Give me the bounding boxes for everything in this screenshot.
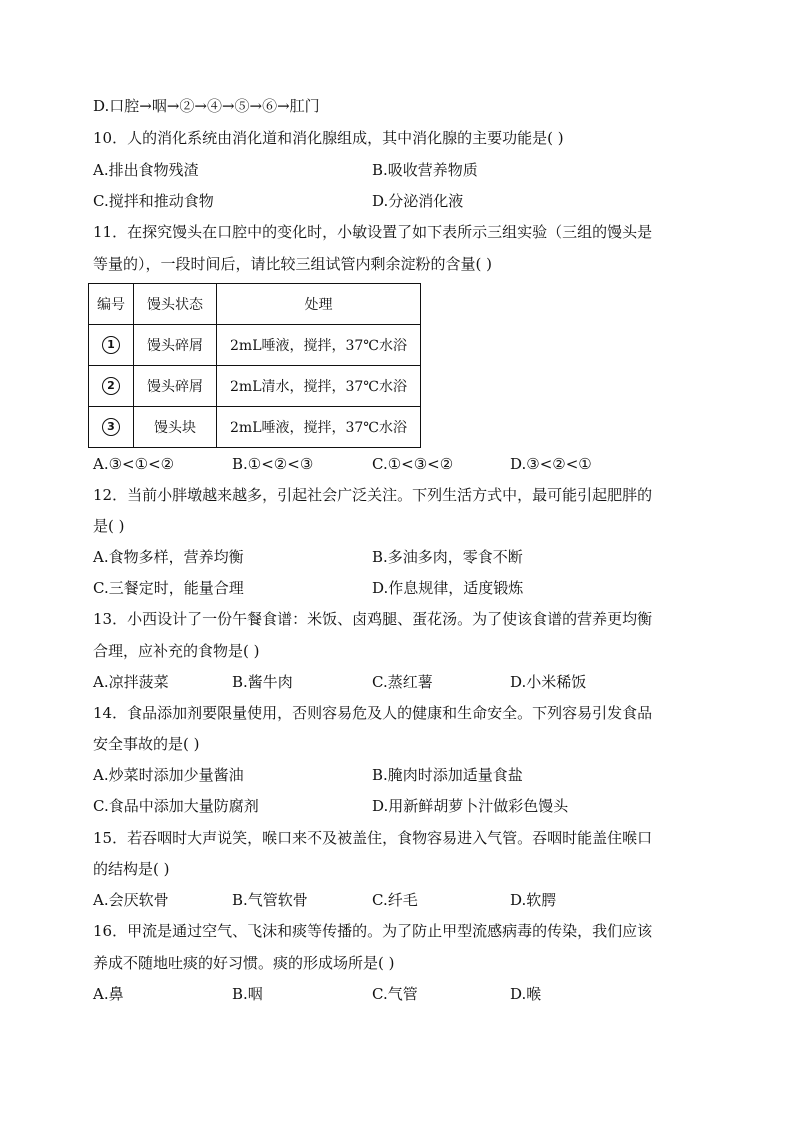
table-row (89, 325, 421, 366)
q13-option-c: C.蒸红薯 (372, 673, 433, 691)
q15-option-b: B.气管软骨 (232, 891, 308, 909)
table-header-cell: 处理 (217, 284, 421, 325)
q13-stem-line1: 13．小西设计了一份午餐食谱：米饭、卤鸡腿、蛋花汤。为了使该食谱的营养更均衡 (93, 610, 653, 628)
q11-option-b: B.①<②<③ (232, 455, 314, 473)
table-cell-state: 馒头块 (134, 407, 217, 448)
q15-option-d: D.软腭 (510, 891, 557, 909)
q14-option-b: B.腌肉时添加适量食盐 (372, 766, 523, 784)
q12-option-d: D.作息规律，适度锻炼 (372, 579, 524, 597)
q13-option-d: D.小米稀饭 (510, 673, 587, 691)
table-header-cell: 馒头状态 (134, 284, 217, 325)
q15-stem-line1: 15．若吞咽时大声说笑，喉口来不及被盖住，食物容易进入气管。吞咽时能盖住喉口 (93, 829, 653, 847)
q9-option-d: D.口腔→咽→②→④→⑤→⑥→肛门 (93, 97, 320, 115)
table-cell-id (89, 366, 134, 407)
q10-stem: 10．人的消化系统由消化道和消化腺组成，其中消化腺的主要功能是( ) (93, 129, 564, 147)
circled-number: 3 (102, 418, 120, 436)
table-cell-id (89, 325, 134, 366)
q13-option-a: A.凉拌菠菜 (93, 673, 169, 691)
q12-option-a: A.食物多样，营养均衡 (93, 548, 244, 566)
q12-stem-line1: 12．当前小胖墩越来越多，引起社会广泛关注。下列生活方式中，最可能引起肥胖的 (93, 486, 653, 504)
q13-option-b: B.酱牛肉 (232, 673, 293, 691)
q11-option-d: D.③<②<① (510, 455, 592, 473)
q16-option-b: B.咽 (232, 985, 263, 1003)
q14-stem-line2: 安全事故的是( ) (93, 735, 200, 753)
q10-option-c: C.搅拌和推动食物 (93, 192, 214, 210)
q16-option-c: C.气管 (372, 985, 418, 1003)
experiment-table (88, 283, 421, 448)
table-row (89, 407, 421, 448)
q11-option-a: A.③<①<② (93, 455, 175, 473)
q11-stem-line2: 等量的），一段时间后，请比较三组试管内剩余淀粉的含量( ) (93, 255, 492, 273)
table-cell-state: 馒头碎屑 (134, 366, 217, 407)
q10-option-b: B.吸收营养物质 (372, 161, 478, 179)
q16-stem-line1: 16．甲流是通过空气、飞沫和痰等传播的。为了防止甲型流感病毒的传染，我们应该 (93, 922, 653, 940)
q15-stem-line2: 的结构是( ) (93, 860, 170, 878)
q14-stem-line1: 14．食品添加剂要限量使用，否则容易危及人的健康和生命安全。下列容易引发食品 (93, 704, 653, 722)
q16-option-a: A.鼻 (93, 985, 124, 1003)
q11-stem-line1: 11．在探究馒头在口腔中的变化时，小敏设置了如下表所示三组实验（三组的馒头是 (93, 223, 653, 241)
table-cell-treatment: 2mL唾液，搅拌，37℃水浴 (217, 407, 421, 448)
circled-number: 1 (102, 336, 120, 354)
q14-option-d: D.用新鲜胡萝卜汁做彩色馒头 (372, 797, 569, 815)
q14-option-c: C.食品中添加大量防腐剂 (93, 797, 259, 815)
table-header-cell: 编号 (89, 284, 134, 325)
q10-option-a: A.排出食物残渣 (93, 161, 199, 179)
q16-option-d: D.喉 (510, 985, 542, 1003)
q13-stem-line2: 合理，应补充的食物是( ) (93, 642, 260, 660)
table-row (89, 366, 421, 407)
q15-option-a: A.会厌软骨 (93, 891, 169, 909)
q15-option-c: C.纤毛 (372, 891, 418, 909)
table-cell-treatment: 2mL唾液，搅拌，37℃水浴 (217, 325, 421, 366)
q12-stem-line2: 是( ) (93, 517, 125, 535)
q11-option-c: C.①<③<② (372, 455, 454, 473)
q12-option-c: C.三餐定时，能量合理 (93, 579, 244, 597)
table-cell-treatment: 2mL清水，搅拌，37℃水浴 (217, 366, 421, 407)
table-header-row (89, 284, 421, 325)
q12-option-b: B.多油多肉，零食不断 (372, 548, 523, 566)
q16-stem-line2: 养成不随地吐痰的好习惯。痰的形成场所是( ) (93, 954, 395, 972)
q10-option-d: D.分泌消化液 (372, 192, 464, 210)
q14-option-a: A.炒菜时添加少量酱油 (93, 766, 244, 784)
circled-number: 2 (102, 377, 120, 395)
table-cell-state: 馒头碎屑 (134, 325, 217, 366)
table-cell-id (89, 407, 134, 448)
